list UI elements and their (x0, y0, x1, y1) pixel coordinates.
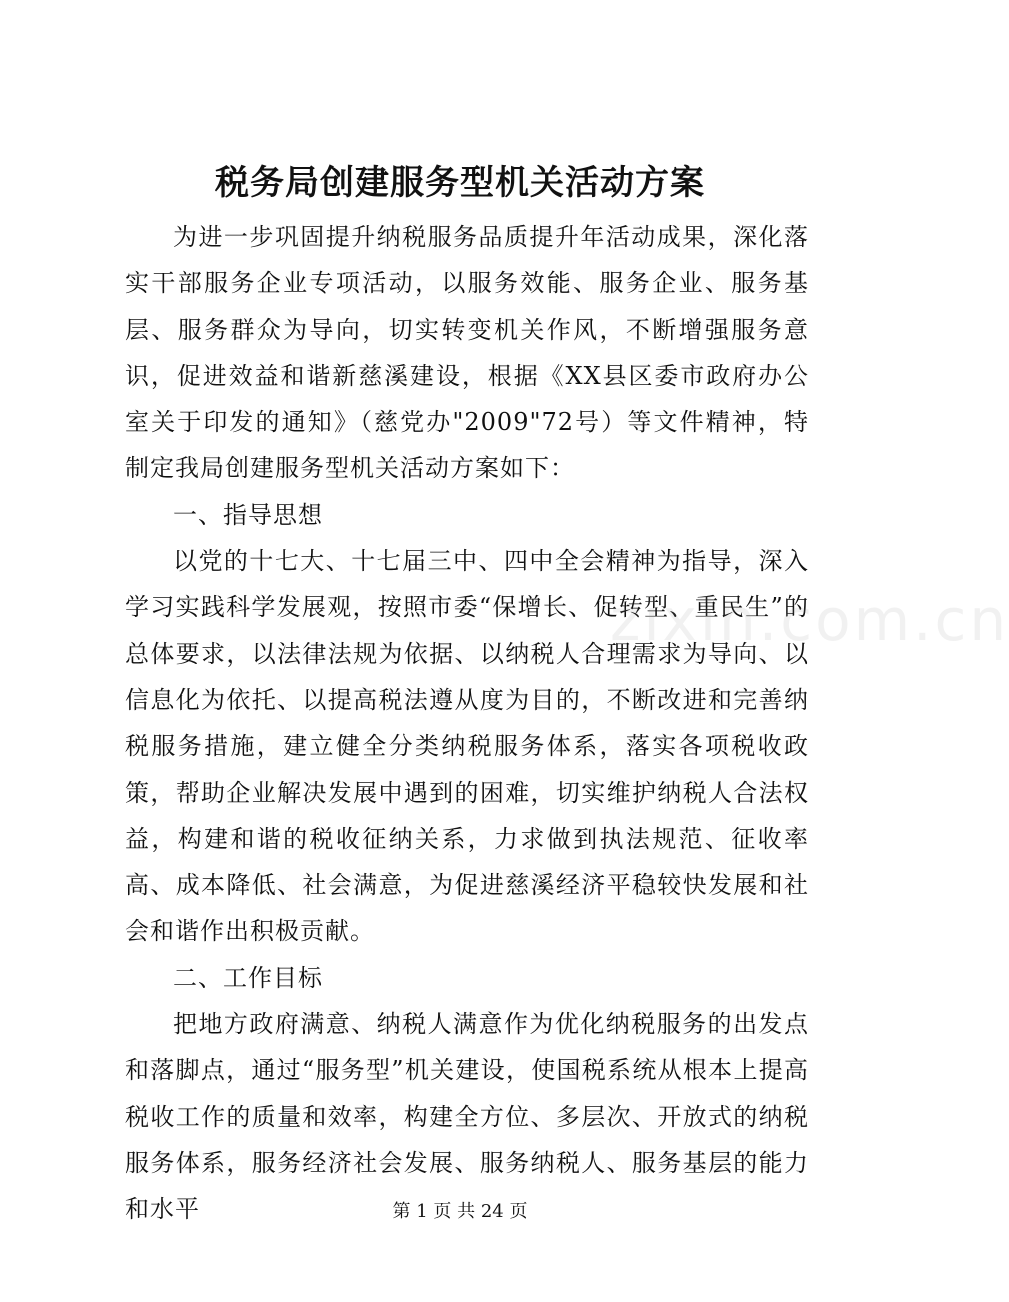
page-number-footer: 第 1 页 共 24 页 (392, 1201, 528, 1222)
document-body (125, 214, 809, 1233)
section-heading-guiding-ideology: 一、指导思想 (173, 500, 323, 529)
intro-paragraph: 为进一步巩固提升纳税服务品质提升年活动成果，深化落实干部服务企业专项活动，以服务效能、服务企业、服务基层、服务群众为导向，切实转变机关作风，不断增强服务意识，促进效益和谐新慈溪建设，根据《XX县区委市政府办公室关于印发的通知》（慈党办"2009"72号）等文件精神，特制定我局创建服务型机关活动方案如下： (125, 223, 809, 483)
section-heading-work-goals: 二、工作目标 (173, 963, 323, 992)
guiding-ideology-paragraph: 以党的十七大、十七届三中、四中全会精神为指导，深入学习实践科学发展观，按照市委“保增长、促转型、重民生”的总体要求，以法律法规为依据、以纳税人合理需求为导向、以信息化为依托、以提高税法遵从度为目的，不断改进和完善纳税服务措施，建立健全分类纳税服务体系，落实各项税收政策，帮助企业解决发展中遇到的困难，切实维护纳税人合法权益，构建和谐的税收征纳关系，力求做到执法规范、征收率高、成本降低、社会满意，为促进慈溪经济平稳较快发展和社会和谐作出积极贡献。 (125, 547, 809, 946)
document-title: 税务局创建服务型机关活动方案 (215, 163, 705, 203)
work-goals-paragraph: 把地方政府满意、纳税人满意作为优化纳税服务的出发点和落脚点，通过“服务型”机关建设，使国税系统从根本上提高税收工作的质量和效率，构建全方位、多层次、开放式的纳税服务体系，服务经济社会发展、服务纳税人、服务基层的能力和水平 (125, 1010, 809, 1224)
site-watermark: zixin.com.cn (610, 586, 1009, 654)
